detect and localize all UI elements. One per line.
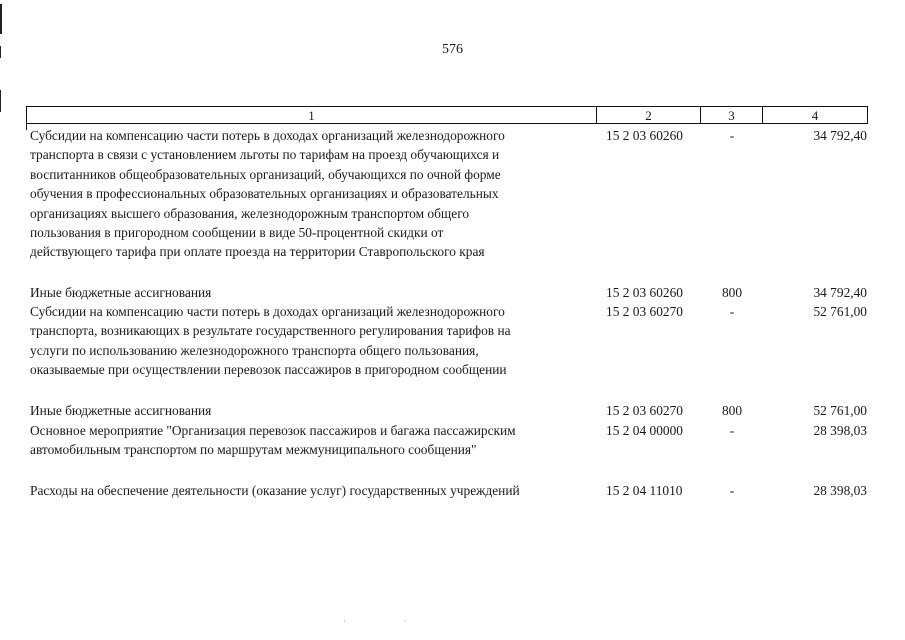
header-col-2: 2	[596, 106, 700, 124]
row-expense-type: 800	[721, 285, 743, 300]
row-name-line: организациях высшего образования, железнодорожным транспортом общего	[30, 205, 470, 221]
row-name	[30, 481, 595, 500]
row-sum: 34 792,40	[813, 128, 867, 143]
row-sum: 28 398,03	[813, 423, 867, 438]
row-code: 15 2 04 11010	[606, 483, 683, 498]
row-name	[30, 126, 595, 262]
row-name-line: воспитанников общеобразовательных организаций, обучающихся по очной форме	[30, 166, 501, 182]
row-sum: 52 761,00	[813, 304, 867, 319]
row-name-line: Расходы на обеспечение деятельности (оказание услуг) государственных учреждений	[30, 483, 520, 498]
page-number: 576	[442, 42, 463, 57]
row-code: 15 2 03 60260	[606, 128, 683, 143]
row-name	[30, 401, 595, 420]
row-name-line: пользования в пригородном сообщении в виде 50-процентной скидки от	[30, 225, 444, 241]
table-left-rule	[26, 124, 27, 130]
row-code: 15 2 03 60270	[606, 403, 683, 418]
row-name-line: действующего тарифа при оплате проезда на территории Ставропольского края	[30, 244, 485, 260]
row-name	[30, 421, 595, 460]
header-col-3: 3	[700, 106, 762, 124]
row-name	[30, 283, 595, 302]
row-code: 15 2 04 00000	[606, 423, 683, 438]
row-name-line: услуги по использованию железнодорожного транспорта общего пользования,	[30, 342, 479, 358]
row-name-line: Основное мероприятие "Организация перевозок пассажиров и багажа пассажирским	[30, 423, 516, 438]
row-sum: 28 398,03	[813, 483, 867, 498]
row-name-line: обучения в профессиональных образовательных организациях и образовательных	[30, 186, 499, 202]
row-name-line: автомобильным транспортом по маршрутам межмуниципального сообщения"	[30, 442, 477, 458]
scan-specks: · ·	[343, 617, 407, 626]
row-sum: 34 792,40	[813, 285, 867, 300]
row-name	[30, 302, 595, 380]
header-col-4: 4	[762, 106, 868, 124]
row-name-line: Субсидии на компенсацию части потерь в доходах организаций железнодорожного	[30, 128, 505, 143]
table-header	[26, 106, 868, 125]
row-name-line: транспорта, возникающих в результате государственного регулирования тарифов на	[30, 323, 511, 339]
row-name-line: Иные бюджетные ассигнования	[30, 285, 212, 300]
scan-edge-mark	[0, 90, 1, 112]
row-name-line: Иные бюджетные ассигнования	[30, 403, 212, 418]
header-col-1: 1	[26, 106, 596, 124]
scan-edge-mark	[0, 4, 2, 34]
row-expense-type: 800	[721, 403, 743, 418]
row-code: 15 2 03 60270	[606, 304, 683, 319]
row-code: 15 2 03 60260	[606, 285, 683, 300]
row-expense-type: -	[729, 304, 735, 319]
row-name-line: Субсидии на компенсацию части потерь в доходах организаций железнодорожного	[30, 304, 505, 319]
row-name-line: оказываемые при осуществлении перевозок пассажиров в пригородном сообщении	[30, 362, 507, 378]
row-sum: 52 761,00	[813, 403, 867, 418]
row-name-line: транспорта в связи с установлением льготы по тарифам на проезд обучающихся и	[30, 147, 500, 163]
row-expense-type: -	[729, 128, 735, 143]
row-expense-type: -	[729, 483, 735, 498]
row-expense-type: -	[729, 423, 735, 438]
